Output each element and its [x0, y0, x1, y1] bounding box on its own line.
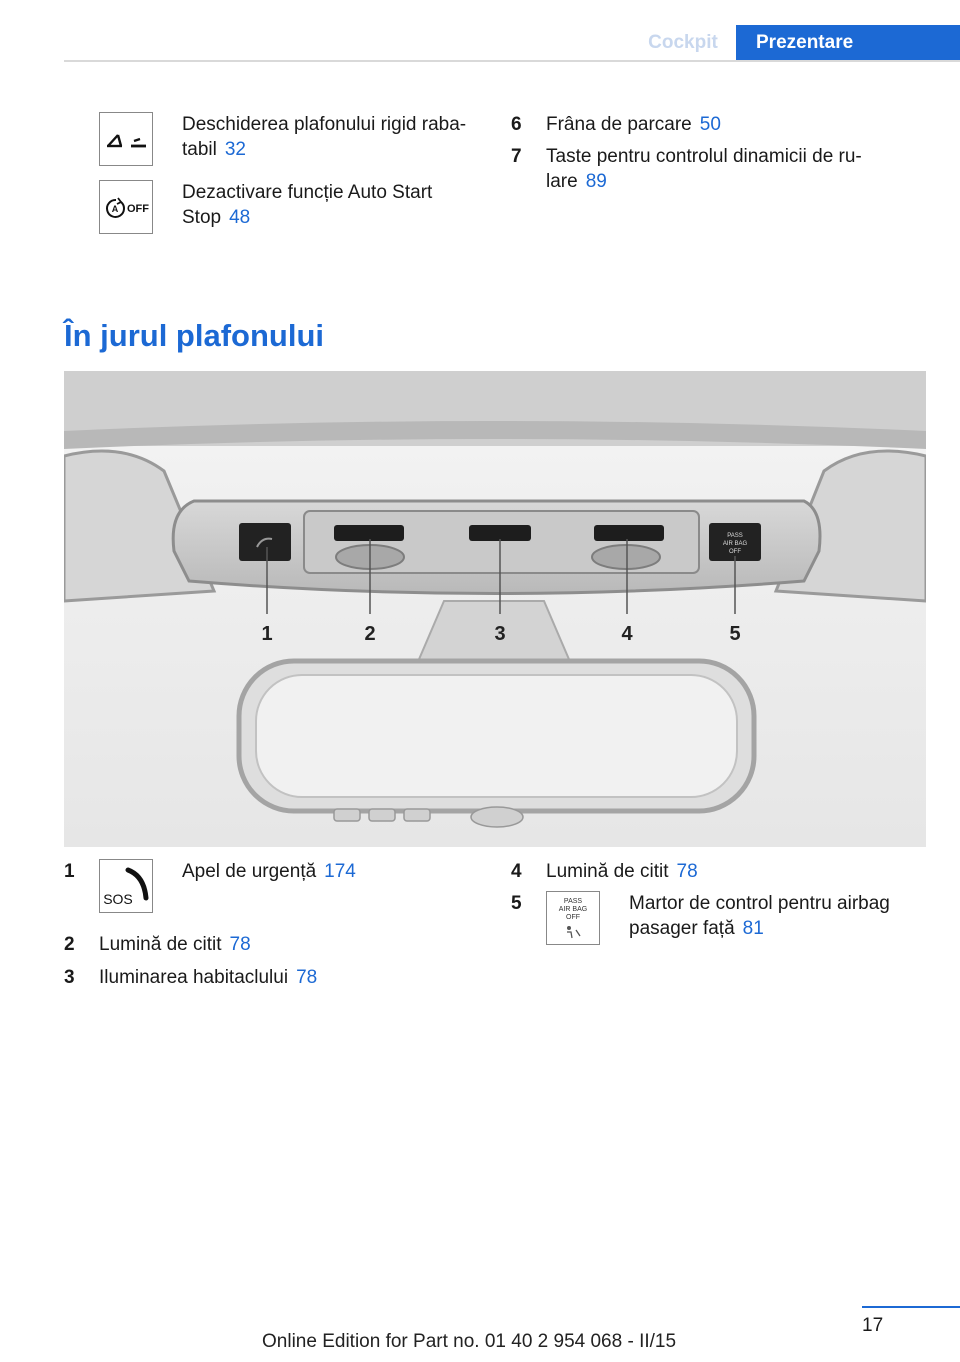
- badge-airbag-text: AIR BAG: [722, 541, 748, 547]
- page-ref[interactable]: 174: [324, 861, 356, 882]
- header-divider: [64, 60, 960, 62]
- svg-text:OFF: OFF: [566, 914, 580, 921]
- badge-off-text: OFF: [729, 549, 741, 555]
- page-ref[interactable]: 81: [742, 918, 764, 939]
- tab-cockpit[interactable]: Cockpit: [648, 32, 718, 53]
- svg-text:PASS: PASS: [563, 898, 583, 905]
- item-driving-dynamics-text: Taste pentru controlul dinamicii de ru‐ lare 89: [546, 146, 862, 192]
- tab-prezentare[interactable]: Prezentare: [736, 25, 960, 61]
- section-title: În jurul plafonului: [64, 318, 325, 353]
- svg-text:AIR BAG: AIR BAG: [558, 906, 588, 913]
- item-number: 3: [64, 967, 75, 988]
- page-ref[interactable]: 50: [699, 114, 721, 135]
- item-parking-brake-text: Frâna de parcare 50: [546, 114, 721, 135]
- passenger-airbag-off-icon: [546, 891, 600, 945]
- page-ref[interactable]: 78: [229, 934, 251, 955]
- item-reading-light-text: Lumină de citit 78: [99, 934, 251, 955]
- item-airbag-indicator-text: Martor de control pentru airbag pasager față 81: [629, 893, 890, 939]
- callout-1: 1: [261, 623, 273, 645]
- roof-open-icon: [99, 112, 153, 166]
- item-number: 6: [511, 114, 522, 135]
- sos-icon: [99, 859, 153, 913]
- edition-footer: Online Edition for Part no. 01 40 2 954 068 - II/15: [262, 1331, 677, 1352]
- item-reading-light-text: Lumină de citit 78: [546, 861, 698, 882]
- callout-2: 2: [364, 623, 376, 645]
- svg-text:SOS: SOS: [103, 891, 133, 907]
- page-number: 17: [862, 1315, 884, 1336]
- page-ref[interactable]: 89: [585, 171, 607, 192]
- item-number: 4: [511, 861, 522, 882]
- item-number: 7: [511, 146, 522, 167]
- page-ref[interactable]: 78: [676, 861, 698, 882]
- callout-5: 5: [729, 623, 741, 645]
- page-ref[interactable]: 32: [224, 139, 246, 160]
- badge-pass-text: PASS: [727, 533, 743, 539]
- item-number: 1: [64, 861, 75, 882]
- svg-text:OFF: OFF: [127, 203, 149, 215]
- item-roof-text: Deschiderea plafonului rigid raba‐ tabil 32: [182, 114, 467, 160]
- item-emergency-call-text: Apel de urgență 174: [182, 861, 356, 882]
- svg-text:A: A: [111, 204, 119, 214]
- footer-divider: [862, 1306, 960, 1308]
- roof-console-figure: [64, 371, 926, 847]
- page-ref[interactable]: 78: [296, 967, 318, 988]
- page-ref[interactable]: 48: [229, 207, 251, 228]
- item-number: 5: [511, 893, 522, 914]
- callout-4: 4: [621, 623, 633, 645]
- callout-3: 3: [494, 623, 506, 645]
- item-number: 2: [64, 934, 75, 955]
- item-interior-light-text: Iluminarea habitaclului 78: [99, 967, 318, 988]
- item-auto-start-stop-text: Dezactivare funcție Auto Start Stop 48: [182, 182, 433, 228]
- auto-start-stop-off-icon: [99, 180, 153, 234]
